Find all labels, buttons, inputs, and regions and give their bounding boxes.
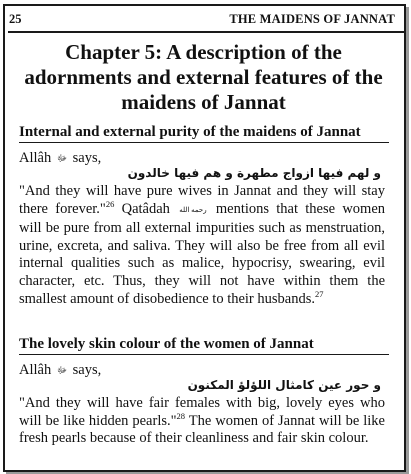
verse-translation: "And they will have fair females with big, lovely eyes who will be like hidden pearls." [19,395,385,429]
says-prefix: Allâh [19,362,52,378]
footnote-ref: 27 [314,288,324,299]
verse-translation: "And they will have pure wives in Jannat and they will stay there forever." [19,183,385,217]
arabic-verse: و حور عين كامثال اللؤلؤ المكنون [187,378,381,392]
chapter-title: Chapter 5: A description of the adornments and external features of the maidens of Jannat [24,40,383,114]
narrator-seal-icon: رحمه الله [179,205,207,214]
section-rule [19,142,389,143]
section-rule [19,354,389,355]
narrator-name: Qatâdah [121,200,170,217]
section-body-purity [19,183,385,308]
says-suffix: says, [72,150,102,166]
footnote-ref: 28 [176,410,186,421]
running-title: THE MAIDENS OF JANNAT [229,12,395,26]
says-prefix: Allâh [19,150,52,166]
page-header [9,12,395,28]
seal-glyph-icon: ﷻ [56,365,68,375]
section-heading-skin-colour: The lovely skin colour of the women of Jannat [19,336,314,352]
footnote-ref: 26 [105,198,115,209]
says-suffix: says, [72,362,102,378]
commentary-text: The women of Jannat will be like fresh pearls because of their cleanliness and fair skin colour. [19,412,385,447]
header-rule [8,31,404,33]
section-heading-purity: Internal and external purity of the maidens of Jannat [19,124,361,140]
seal-glyph-icon: ﷻ [56,153,68,163]
section-body-skin-colour [19,395,385,448]
page-number: 25 [9,12,22,26]
arabic-verse: و لهم فيها ازواج مطهرة و هم فيها خالدون [127,166,381,180]
commentary-text: mentions that these women will be pure from all external impurities such as menstruation, urine, excreta, and saliva. They will also be free from all evil internal qualities such as malice, hypocrisy, swearing, evil character, etc. Thus, they will not have within them the smallest amount of disobedience to their husbands. [19,200,386,307]
